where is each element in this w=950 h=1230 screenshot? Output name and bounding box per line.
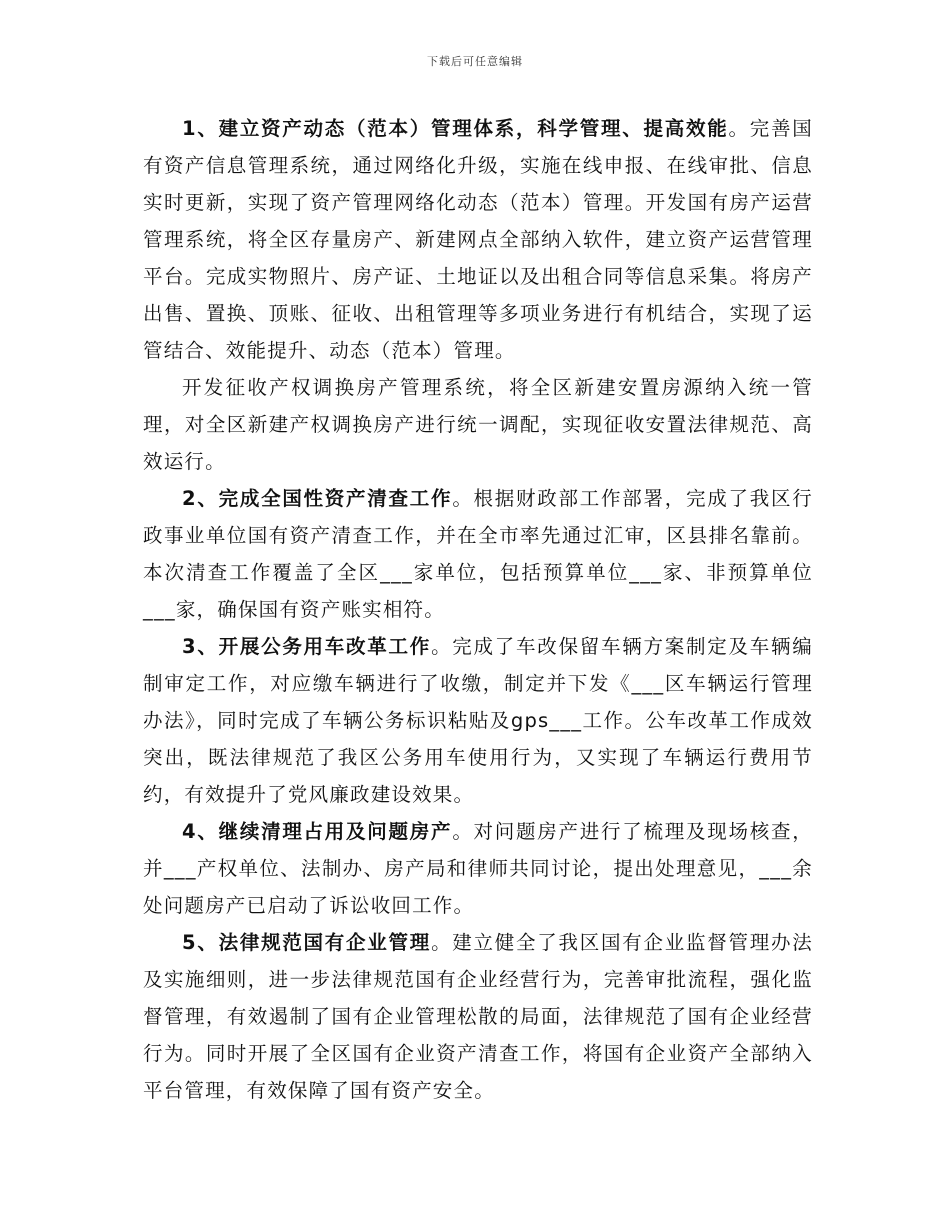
paragraph-heading: 2、完成全国性资产清查工作: [182, 487, 453, 510]
paragraph-text: 。完善国有资产信息管理系统，通过网络化升级，实施在线申报、在线审批、信息实时更新，实现了资产管理网络化动态（范本）管理。开发国有房产运营管理系统，将全区存量房产、新建网点全部纳入软件，建立资产运营管理平台。完成实物照片、房产证、土地证以及出租合同等信息采集。将房产出售、置换、顶账、征收、出租管理等多项业务进行有机结合，实现了运管结合、效能提升、动态（范本）管理。: [143, 117, 813, 362]
paragraph-text: 。建立健全了我区国有企业监督管理办法及实施细则，进一步法律规范国有企业经营行为，完善审批流程，强化监督管理，有效遏制了国有企业管理松散的局面，法律规范了国有企业经营行为。同时开展了全区国有企业资产清查工作，将国有企业资产全部纳入平台管理，有效保障了国有资产安全。: [143, 931, 813, 1102]
page-header: 下载后可任意编辑: [427, 55, 523, 68]
paragraph-text: 。完成了车改保留车辆方案制定及车辆编制审定工作，对应缴车辆进行了收缴，制定并下发《___区车辆运行管理办法》，同时完成了车辆公务标识粘贴及gps___工作。公车改革工作成效突出，既法律规范了我区公务用车使用行为，又实现了车辆运行费用节约，有效提升了党风廉政建设效果。: [143, 635, 813, 806]
paragraph-1: [143, 110, 813, 369]
document-body: [143, 110, 813, 1109]
paragraph-text: 。根据财政部工作部署，完成了我区行政事业单位国有资产清查工作，并在全市率先通过汇审，区县排名靠前。本次清查工作覆盖了全区___家单位，包括预算单位___家、非预算单位___家，确保国有资产账实相符。: [143, 487, 813, 621]
paragraph-heading: 5、法律规范国有企业管理: [182, 931, 432, 954]
paragraph-3: [143, 480, 813, 628]
paragraph-4: [143, 628, 813, 813]
paragraph-text: 。对问题房产进行了梳理及现场核查，并___产权单位、法制办、房产局和律师共同讨论，提出处理意见，___余处问题房产已启动了诉讼收回工作。: [143, 820, 813, 917]
paragraph-6: [143, 924, 813, 1109]
paragraph-2: [143, 369, 813, 480]
paragraph-heading: 3、开展公务用车改革工作: [182, 635, 432, 658]
paragraph-heading: 4、继续清理占用及问题房产: [182, 820, 453, 843]
paragraph-heading: 1、建立资产动态（范本）管理体系，科学管理、提高效能: [182, 117, 729, 140]
paragraph-text: 开发征收产权调换房产管理系统，将全区新建安置房源纳入统一管理，对全区新建产权调换房产进行统一调配，实现征收安置法律规范、高效运行。: [143, 376, 813, 473]
paragraph-5: [143, 813, 813, 924]
